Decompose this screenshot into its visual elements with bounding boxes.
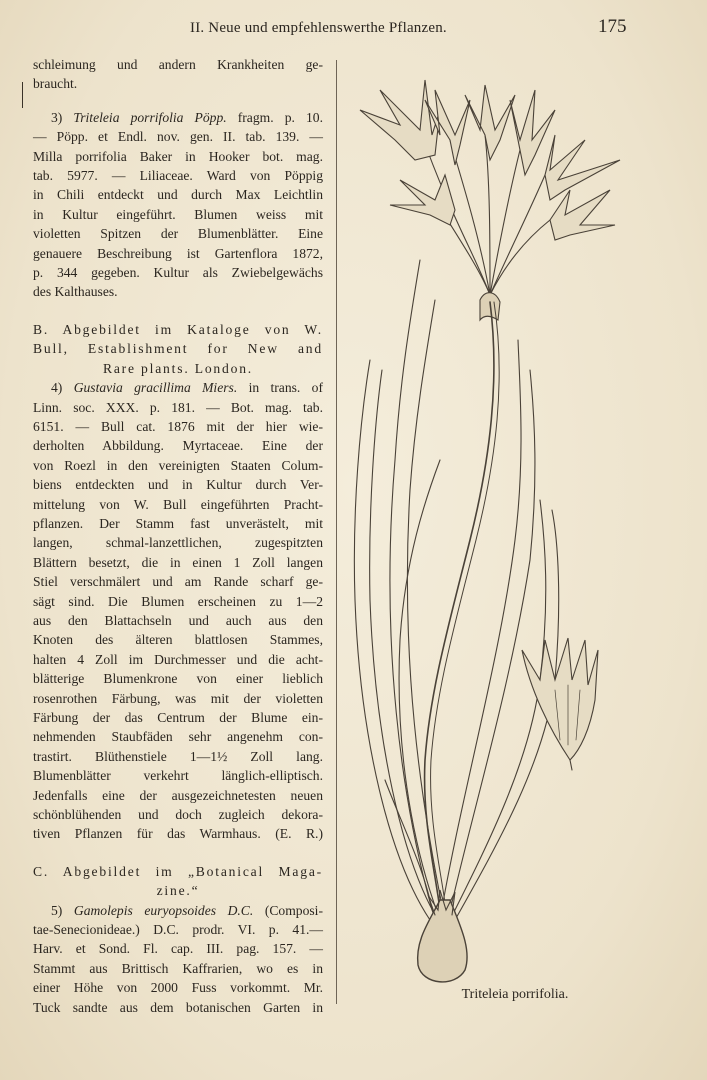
text-line: sägt sind. Die Blumen erscheinen zu 1—2 xyxy=(33,593,323,609)
text-line: trastirt. Blüthenstiele 1—1½ Zoll lang. xyxy=(33,748,323,764)
text-line: aus den Blattachseln und auch aus den xyxy=(33,612,323,628)
text-line: des Kalthauses. xyxy=(33,284,118,300)
running-title: II. Neue und empfehlenswerthe Pflanzen. xyxy=(190,20,447,36)
heading-line: zine.“ xyxy=(156,883,200,899)
text-line: Tuck sandte aus dem botanischen Garten in xyxy=(33,999,323,1015)
text-line: Linn. soc. XXX. p. 181. — Bot. mag. tab. xyxy=(33,399,323,415)
text-line: Harv. et Sond. Fl. cap. III. pag. 157. — xyxy=(33,941,323,957)
text-line: Stiel verschmälert und am Rande scharf ge- xyxy=(33,574,323,590)
text-line: schleimung und andern Krankheiten ge- xyxy=(33,57,323,72)
text-column xyxy=(33,55,323,1017)
text-line: nehmenden Staubfäden sehr angenehm con- xyxy=(33,729,323,745)
flower-detail xyxy=(522,638,598,770)
species-name: Triteleia porrifolia Pöpp. xyxy=(73,109,227,125)
heading-line: Bull, Establishment for New and xyxy=(33,341,323,357)
paragraph-triteleia xyxy=(33,108,323,302)
text-line: biens entdeckten und in Kultur durch Ver- xyxy=(33,477,323,493)
text-line: 6151. — Bull cat. 1876 mit der hier wie- xyxy=(33,418,323,434)
column-rule xyxy=(336,60,337,1004)
text-line: Blättern besetzt, die in einen 1 Zoll langen xyxy=(33,554,323,570)
text-line: Stammt aus Brittisch Kaffrarien, wo es in xyxy=(33,960,323,976)
paragraph-gustavia xyxy=(33,378,323,844)
page-number: 175 xyxy=(598,16,627,37)
text-line: violetten Spitzen der Blumenblätter. Eine xyxy=(33,226,323,242)
section-heading-b xyxy=(33,320,323,378)
species-name: Gamolepis euryopsoides D.C. xyxy=(73,902,254,918)
text-line: Jedenfalls eine der ausgezeichnetesten neuen xyxy=(33,787,323,803)
text-line: rosenrothen Färbung, was mit der violetten xyxy=(33,690,323,706)
running-head xyxy=(0,14,707,38)
text-line: von Roezl in den vereinigten Staaten Colum- xyxy=(33,457,323,473)
botanical-illustration xyxy=(340,40,700,990)
heading-line: B. Abgebildet im Kataloge von W. xyxy=(33,321,323,337)
heading-line: C. Abgebildet im „Botanical Maga- xyxy=(33,863,323,879)
text-line: tiven Pflanzen für das Warmhaus. (E. R.) xyxy=(33,826,323,842)
paragraph-continuation xyxy=(33,55,323,94)
figure-caption: Triteleia porrifolia. xyxy=(461,987,569,1002)
text-line: in Kultur eingeführt. Blumen weiss mit xyxy=(33,206,323,222)
text-line: blätterige Blumenkrone von einer lieblich xyxy=(33,671,323,687)
flower-umbel xyxy=(360,80,620,320)
text-line: — Pöpp. et Endl. nov. gen. II. tab. 139. — xyxy=(33,129,323,145)
paragraph-gamolepis xyxy=(33,901,323,1017)
text-line: 3) Triteleia porrifolia Pöpp. fragm. p. 10. xyxy=(51,109,323,125)
text-line: schönblühenden und doch zugleich dekora- xyxy=(33,807,323,823)
text-line: tab. 5977. — Liliaceae. Ward von Pöppig xyxy=(33,168,323,184)
text-line: Milla porrifolia Baker in Hooker bot. mag. xyxy=(33,148,323,164)
heading-line: Rare plants. London. xyxy=(102,360,253,376)
text-line: mittelung von W. Bull eingeführten Pracht- xyxy=(33,496,323,512)
text-line: 5) Gamolepis euryopsoides D.C. (Composi- xyxy=(51,902,323,918)
text-line: halten 4 Zoll im Durchmesser und die acht- xyxy=(33,651,323,667)
text-line: p. 344 gegeben. Kultur als Zwiebelgewächs xyxy=(33,265,323,281)
text-line: pflanzen. Der Stamm fast unverästelt, mit xyxy=(33,515,323,531)
text-line: tae-Senecionideae.) D.C. prodr. VI. p. 41.— xyxy=(33,922,323,938)
species-name: Gustavia gracillima Miers. xyxy=(73,380,238,396)
text-line: Knoten des älteren blattlosen Stammes, xyxy=(33,632,323,648)
text-line: Blumenblätter verkehrt länglich-elliptisch. xyxy=(33,768,323,784)
section-heading-c xyxy=(33,862,323,901)
text-line: braucht. xyxy=(33,76,78,92)
text-line: in Chili entdeckt und durch Max Leichtlin xyxy=(33,187,323,203)
text-line: Färbung der das Centrum der Blume ein- xyxy=(33,710,323,725)
text-line: einer Höhe von 2000 Fuss vorkommt. Mr. xyxy=(33,980,323,996)
text-line: langen, schmal-lanzettlichen, zugespitzten xyxy=(33,535,323,551)
text-line: genauere Beschreibung ist Gartenflora 1872, xyxy=(33,245,323,261)
text-line: derholten Abbildung. Myrtaceae. Eine der xyxy=(33,438,323,454)
margin-mark xyxy=(22,82,23,108)
text-line: 4) Gustavia gracillima Miers. in trans. of xyxy=(51,380,324,396)
